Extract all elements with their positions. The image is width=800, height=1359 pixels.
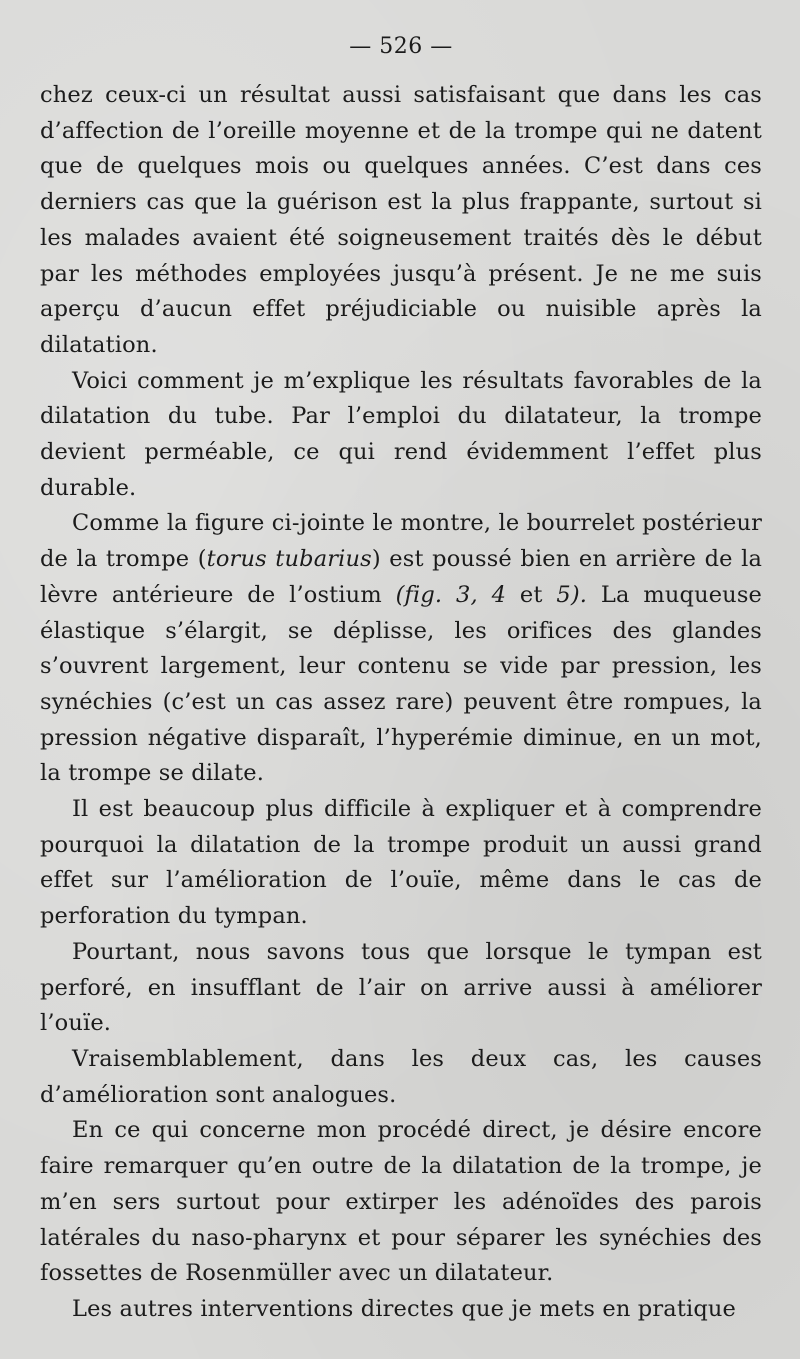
- paragraph-2-text: Voici comment je m’explique les résultats favorables de la dilatation du tube. Par l’emploi du dilatateur, la trompe devient perméable, ce qui rend évidemment l’effet plus durable.: [40, 367, 762, 501]
- figure-reference-b: 5).: [556, 581, 588, 608]
- paragraph-8-text: Les autres interventions directes que je mets en pratique: [72, 1295, 737, 1322]
- paragraph-5-text: Pourtant, nous savons tous que lorsque le tympan est perforé, en insufflant de l’air on arrive aussi à améliorer l’ouïe.: [40, 938, 762, 1037]
- paragraph-2: [40, 364, 762, 507]
- paragraph-3-text-a: Comme la figure ci-jointe le montre, le bourrelet postérieur de la trompe (: [40, 510, 762, 573]
- body-text: [40, 78, 762, 1328]
- paragraph-6-text: Vraisemblablement, dans les deux cas, les causes d’amélioration sont analogues.: [40, 1045, 762, 1108]
- paragraph-1-text: chez ceux-ci un résultat aussi satisfaisant que dans les cas d’affection de l’oreille moyenne et de la trompe qui ne datent que de quelques mois ou quelques années. C’est dans ces derniers cas que la guérison est la plus frappante, surtout si les malades avaient été soigneusement traités dès le début par les méthodes employées jusqu’à présent. Je ne me suis aperçu d’aucun effet préjudiciable ou nuisible après la dilatation.: [40, 82, 762, 358]
- page-number: — 526 —: [349, 34, 453, 59]
- paragraph-1: [40, 78, 762, 364]
- paragraph-7: [40, 1113, 762, 1292]
- latin-term-torus-tubarius: torus tubarius: [206, 546, 372, 573]
- paragraph-4: [40, 792, 762, 935]
- paragraph-3-text-b: ) est poussé bien en arrière de la lèvre antérieure de l’ostium: [40, 546, 763, 608]
- paragraph-3: [40, 506, 762, 792]
- figure-reference-a: (fig. 3, 4: [395, 581, 507, 608]
- paragraph-5: [40, 935, 762, 1042]
- paragraph-3-text-d: La muqueuse élastique s’élargit, se déplisse, les orifices des glandes s’ouvrent largement, leur contenu se vide par pression, les synéchies (c’est un cas assez rare) peuvent être rompues, la pression négative disparaît, l’hyperémie diminue, en un mot, la trompe se dilate.: [40, 581, 762, 787]
- paragraph-6: [40, 1042, 762, 1113]
- paragraph-4-text: Il est beaucoup plus difficile à expliquer et à comprendre pourquoi la dilatation de la trompe produit un aussi grand effet sur l’amélioration de l’ouïe, même dans le cas de perforation du tympan.: [40, 796, 762, 930]
- paragraph-8: [40, 1292, 762, 1328]
- paragraph-7-text: En ce qui concerne mon procédé direct, je désire encore faire remarquer qu’en outre de la dilatation de la trompe, je m’en sers surtout pour extirper les adénoïdes des parois latérales du naso-pharynx et pour séparer les synéchies des fossettes de Rosenmüller avec un dilatateur.: [40, 1117, 762, 1287]
- paragraph-3-text-c: et: [506, 581, 557, 608]
